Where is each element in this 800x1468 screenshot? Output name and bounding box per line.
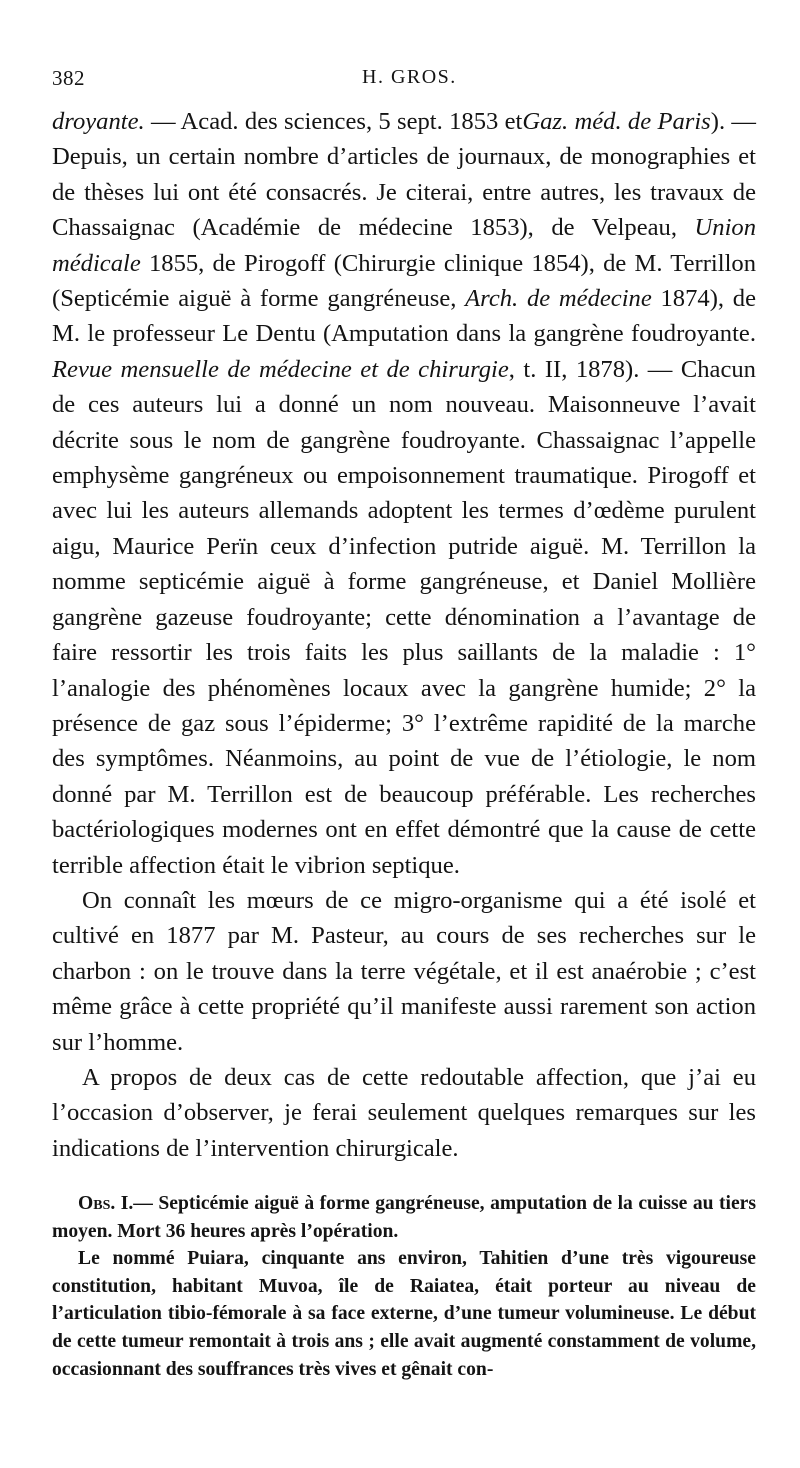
italic-fragment: Revue mensuelle de médecine et de chirurgie — [52, 355, 509, 383]
observation-title: — Septicémie aiguë à forme gangréneuse, amputation de la cuisse au tiers moyen. Mort 36 heures après l’opération. — [52, 1193, 757, 1242]
observation-label: Obs. I. — [78, 1193, 134, 1214]
paragraph-continued — [52, 104, 756, 883]
text-fragment: ). — Depuis, un certain nombre d’articles de journaux, de monographies et de thèses lui ont été consacrés. Je citerai, entre autres, les travaux de Chassaignac (Académie de médecine 1853), de Velpeau, — [52, 108, 757, 242]
paragraph-cases: A propos de deux cas de cette redoutable affection, que j’ai eu l’occasion d’observer, je ferai seulement quelques remarques sur les indications de l’intervention chirurgicale. — [52, 1063, 756, 1162]
observation-heading — [52, 1190, 756, 1245]
text-fragment: 1874), de M. le professeur Le Dentu (Amputation dans la gangrène foudroyante. — [52, 285, 756, 348]
text-fragment: — Acad. des sciences, 5 sept. 1853 et — [144, 108, 523, 135]
observation-section — [52, 1190, 756, 1383]
observation-text: Le nommé Puiara, cinquante ans environ, Tahitien d’une très vigoureuse constitution, habitant Muvoa, île de Raiatea, était porteur au niveau de l’articulation tibio-fémorale à sa face externe, d’une tumeur volumineuse. Le début de cette tumeur remontait à trois ans ; elle avait augmenté constamment de volume, occasionnant des souffrances très vives et gênait con- — [52, 1248, 756, 1380]
main-text — [52, 104, 756, 1166]
italic-fragment: Union médicale — [52, 214, 756, 277]
text-fragment: , t. II, 1878). — Chacun de ces auteurs lui a donné un nom nouveau. Maisonneuve l’avait décrite sous le nom de gangrène foudroyante. Chassaignac l’appelle emphysème gangréneux ou empoisonnement traumatique. Pirogoff et avec lui les auteurs allemands adoptent les termes d’œdème purulent aigu, Maurice Perïn ceux d’infection putride aiguë. M. Terrillon la nomme septicémie aiguë à forme gangréneuse, et Daniel Mollière gangrène gazeuse foudroyante; cette dénomination a l’avantage de faire ressortir les trois faits les plus saillants de la maladie : 1° l’analogie des phénomènes locaux avec la gangrène humide; 2° la présence de gaz sous l’épiderme; 3° l’extrême rapidité de la marche des symptômes. Néanmoins, au point de vue de l’étiologie, le nom donné par M. Terrillon est de beaucoup préférable. Les recherches bactériologiques modernes ont en effet démontré que la cause de cette terrible affection était le vibrion septique. — [52, 355, 756, 879]
italic-fragment: Gaz. méd. de Paris — [522, 108, 711, 135]
page-header — [52, 66, 748, 100]
paragraph-microorganism: On connaît les mœurs de ce migro-organisme qui a été isolé et cultivé en 1877 par M. Pasteur, au cours de ses recherches sur le charbon : on le trouve dans la terre végétale, et il est anaérobie ; c’est même grâce à cette propriété qu’il manifeste aussi rarement son action sur l’homme. — [52, 886, 756, 1056]
running-head: H. GROS. — [362, 66, 457, 88]
text-fragment: 1855, de Pirogoff (Chirurgie clinique 1854), de M. Terrillon (Septicémie aiguë à forme gangréneuse, — [52, 249, 756, 313]
italic-fragment: droyante. — [52, 108, 145, 135]
italic-fragment: Arch. de médecine — [465, 285, 652, 313]
page-number: 382 — [52, 66, 85, 90]
